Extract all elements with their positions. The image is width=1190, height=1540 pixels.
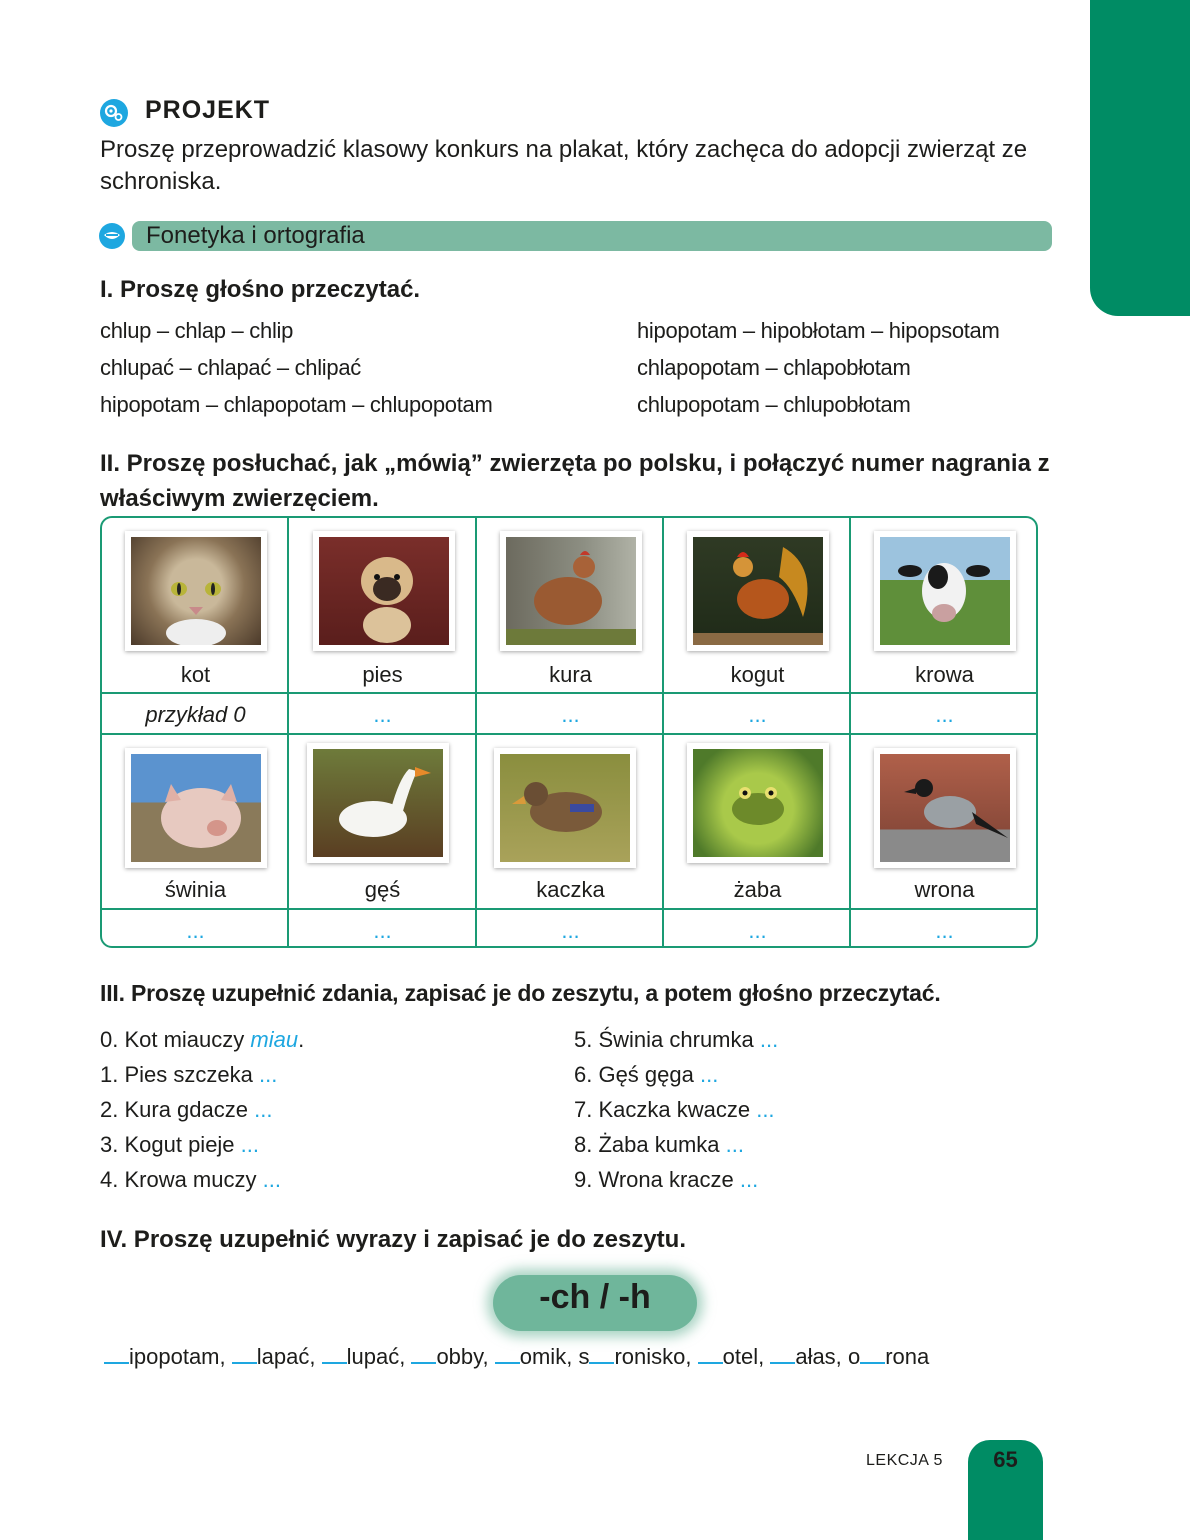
gear-icon xyxy=(100,99,128,127)
sentence: 1. Pies szczeka ... xyxy=(100,1062,278,1087)
animal-name: krowa xyxy=(915,662,974,687)
sentence-example: 0. Kot miauczy miau. xyxy=(100,1027,305,1052)
ch-h-badge: -ch / -h xyxy=(539,1278,651,1316)
duck-photo xyxy=(494,748,636,868)
exercise-4-title: IV. Proszę uzupełnić wyrazy i zapisać je do zeszytu. xyxy=(100,1226,686,1253)
answer-blank[interactable]: ... xyxy=(561,702,580,727)
word-item: otel, xyxy=(698,1344,765,1369)
word-completion-line xyxy=(104,1344,929,1370)
animal-name: kot xyxy=(180,662,211,687)
sentence: 6. Gęś gęga ... xyxy=(574,1062,719,1087)
sentence: 8. Żaba kumka ... xyxy=(574,1132,744,1157)
reading-line: chlup – chlap – chlip xyxy=(100,318,294,343)
sentence-blank[interactable]: ... xyxy=(759,1027,779,1052)
reading-line: chlupopotam – chlupobłotam xyxy=(637,392,911,417)
reading-line: chlapopotam – chlapobłotam xyxy=(637,355,911,380)
sentence-blank[interactable]: ... xyxy=(756,1097,775,1122)
sentence-blank[interactable]: ... xyxy=(700,1062,719,1087)
sentence: 3. Kogut pieje ... xyxy=(100,1132,260,1157)
answer-blank[interactable]: ... xyxy=(935,918,954,943)
letter-blank[interactable] xyxy=(411,1344,436,1364)
animal-name: kaczka xyxy=(536,877,605,902)
lesson-label: LEKCJA 5 xyxy=(866,1452,943,1469)
letter-blank[interactable] xyxy=(322,1344,347,1364)
animal-grid xyxy=(100,516,1038,948)
answer-blank[interactable]: ... xyxy=(373,702,392,727)
sentence-blank[interactable]: ... xyxy=(258,1062,278,1087)
sentence: 5. Świnia chrumka ... xyxy=(574,1027,779,1052)
exercise-1-title: I. Proszę głośno przeczytać. xyxy=(100,276,421,303)
answer-blank[interactable]: ... xyxy=(748,918,767,943)
word-item: lupać, xyxy=(322,1344,406,1369)
animal-name: kogut xyxy=(730,662,785,687)
letter-blank[interactable] xyxy=(495,1344,520,1364)
letter-blank[interactable] xyxy=(104,1344,129,1364)
exercise-3-title: III. Proszę uzupełnić zdania, zapisać je do zeszytu, a potem głośno przeczytać. xyxy=(100,980,941,1006)
animal-name: pies xyxy=(362,662,403,687)
animal-name: żaba xyxy=(733,877,782,902)
sentence-blank[interactable]: ... xyxy=(725,1132,744,1157)
crow-photo xyxy=(874,748,1016,868)
section-title: Fonetyka i ortografia xyxy=(146,222,365,249)
exercise-1-left-column xyxy=(100,312,493,423)
rooster-photo xyxy=(687,531,829,651)
answer-blank[interactable]: ... xyxy=(561,918,580,943)
exercise-1-right-column xyxy=(637,312,1000,423)
sentence-blank[interactable]: ... xyxy=(240,1132,260,1157)
exercise-3-left-column xyxy=(100,1022,304,1197)
animal-name: wrona xyxy=(914,877,975,902)
letter-blank[interactable] xyxy=(860,1344,885,1364)
letter-blank[interactable] xyxy=(770,1344,795,1364)
sentence: 2. Kura gdacze ... xyxy=(100,1097,273,1122)
word-item: lapać, xyxy=(232,1344,316,1369)
answer-blank[interactable]: ... xyxy=(186,918,205,943)
answer-blank[interactable]: ... xyxy=(935,702,954,727)
reading-line: hipopotam – hipobłotam – hipopsotam xyxy=(637,318,1000,343)
word-item: o rona xyxy=(847,1344,930,1369)
sentence: 7. Kaczka kwacze ... xyxy=(574,1097,775,1122)
example-answer: przykład 0 xyxy=(145,702,246,727)
letter-blank[interactable] xyxy=(698,1344,723,1364)
sentence: 4. Krowa muczy ... xyxy=(100,1167,281,1192)
animal-name: gęś xyxy=(364,877,401,902)
answer-blank[interactable]: ... xyxy=(748,702,767,727)
word-item: obby, xyxy=(411,1344,488,1369)
chapter-side-tab xyxy=(1090,0,1190,316)
reading-line: hipopotam – chlapopotam – chlupopotam xyxy=(100,392,493,417)
projekt-text: Proszę przeprowadzić klasowy konkurs na plakat, który zachęca do adopcji zwierząt ze schroniska. xyxy=(100,136,1028,195)
cat-photo xyxy=(125,531,267,651)
answer-blank[interactable]: ... xyxy=(373,918,392,943)
word-item: ałas, xyxy=(770,1344,841,1369)
letter-blank[interactable] xyxy=(232,1344,257,1364)
reading-line: chlupać – chlapać – chlipać xyxy=(100,355,361,380)
projekt-title: PROJEKT xyxy=(145,96,271,124)
mouth-icon xyxy=(99,223,125,249)
sentence-blank[interactable]: ... xyxy=(739,1167,759,1192)
animal-name: świnia xyxy=(164,877,227,902)
goose-photo xyxy=(307,743,449,863)
frog-photo xyxy=(687,743,829,863)
hen-photo xyxy=(500,531,642,651)
exercise-3-right-column xyxy=(574,1022,778,1197)
sentence-blank[interactable]: ... xyxy=(254,1097,273,1122)
sentence-blank[interactable]: ... xyxy=(262,1167,281,1192)
cow-photo xyxy=(874,531,1016,651)
letter-blank[interactable] xyxy=(589,1344,614,1364)
word-item: ipopotam, xyxy=(104,1344,226,1369)
animal-name: kura xyxy=(549,662,592,687)
exercise-2-title: II. Proszę posłuchać, jak „mówią” zwierzęta po polsku, i połączyć numer nagrania z właściwym zwierzęciem. xyxy=(100,450,1050,512)
dog-photo xyxy=(313,531,455,651)
word-item: s ronisko, xyxy=(578,1344,692,1369)
sentence: 9. Wrona kracze ... xyxy=(574,1167,759,1192)
page-number: 65 xyxy=(993,1447,1018,1472)
pig-photo xyxy=(125,748,267,868)
word-item: omik, xyxy=(495,1344,573,1369)
